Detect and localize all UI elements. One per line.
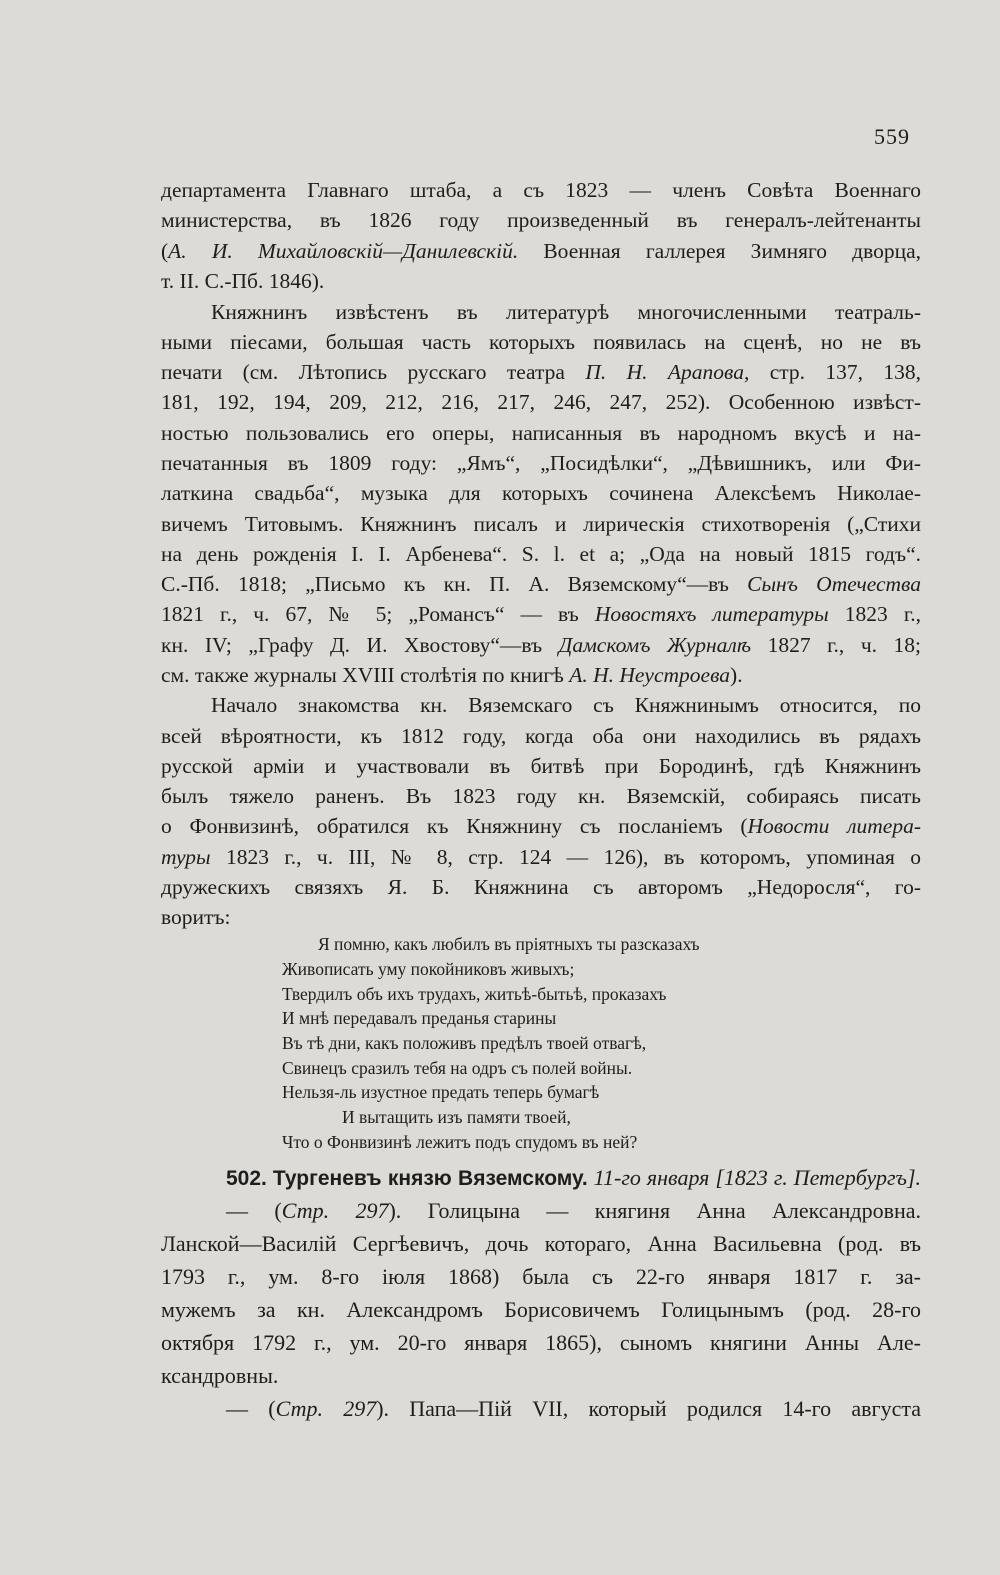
poem-line: Твердилъ объ ихъ трудахъ, житьѣ-бытьѣ, проказахъ	[282, 984, 667, 1004]
text-line: кн. IV; „Графу Д. И. Хвостову“—въ Дамскомъ Журналѣ 1827 г., ч. 18;	[161, 633, 921, 657]
text-line: русской арміи и участвовали въ битвѣ при Бородинѣ, гдѣ Княжнинъ	[161, 754, 921, 778]
text-line: о Фонвизинѣ, обратился къ Княжнину съ посланіемъ (Новости литера-	[161, 814, 921, 838]
text-line: — (Стр. 297). Папа—Пій VII, который родился 14-го августа	[226, 1396, 921, 1421]
text-line: вичемъ Титовымъ. Княжнинъ писалъ и лирическія стихотворенія („Стихи	[161, 512, 921, 536]
text-line: 181, 192, 194, 209, 212, 216, 217, 246, 247, 252). Особенною извѣст-	[161, 390, 921, 414]
text-line: министерства, въ 1826 году произведенный въ генералъ-лейтенанты	[161, 208, 921, 232]
text-line: Княжнинъ извѣстенъ въ литературѣ многочисленными театраль-	[211, 300, 921, 324]
text-line: печатанныя въ 1809 году: „Ямъ“, „Посидѣлки“, „Дѣвишникъ, или Фи-	[161, 451, 921, 475]
poem-line: Что о Фонвизинѣ лежитъ подъ спудомъ въ ней?	[282, 1132, 638, 1152]
text-line: Начало знакомства кн. Вяземскаго съ Княжнинымъ относится, по	[211, 693, 921, 717]
journal-title: Дамскомъ Журналѣ	[558, 633, 752, 657]
text-line: печати (см. Лѣтопись русскаго театра П. Н. Арапова, стр. 137, 138,	[161, 360, 922, 384]
entry-title: Тургеневъ князю Вяземскому.	[272, 1167, 588, 1190]
text-line: дружескихъ связяхъ Я. Б. Княжнина съ авторомъ „Недоросля“, го-	[161, 875, 921, 899]
text-line: ными піесами, большая часть которыхъ появилась на сценѣ, но не въ	[161, 330, 921, 354]
page-number: 559	[874, 124, 910, 149]
text-line: (А. И. Михайловскій—Данилевскій. Военная галлерея Зимняго дворца,	[161, 239, 921, 263]
entry-number: 502.	[226, 1167, 267, 1190]
text-line: Ланской—Василій Сергѣевичъ, дочь котораго, Анна Васильевна (род. въ	[161, 1231, 921, 1256]
author-citation: П. Н. Арапова,	[585, 360, 750, 384]
text-line: на день рожденія I. I. Арбенева“. S. l. et a; „Ода на новый 1815 годъ“.	[161, 542, 921, 566]
text-line: департамента Главнаго штаба, а съ 1823 — членъ Совѣта Военнаго	[161, 178, 921, 202]
poem-line: И мнѣ передавалъ преданья старины	[282, 1008, 557, 1028]
text-line: ностью пользовались его оперы, написанныя въ народномъ вкусѣ и на-	[161, 421, 921, 445]
poem-line: Я помню, какъ любилъ въ пріятныхъ ты разсказахъ	[318, 934, 700, 954]
poem-line: Свинецъ сразилъ тебя на одръ съ полей войны.	[282, 1058, 633, 1078]
poem-line: Нельзя-ль изустное предать теперь бумагѣ	[282, 1082, 600, 1102]
text-line: С.-Пб. 1818; „Письмо къ кн. П. А. Вяземскому“—въ Сынъ Отечества	[161, 572, 921, 596]
text-line: туры 1823 г., ч. III, № 8, стр. 124 — 126), въ которомъ, упоминая о	[161, 845, 921, 869]
text-line: воритъ:	[161, 905, 231, 929]
entry-place: [1823 г. Петербургъ].	[715, 1165, 922, 1190]
journal-title: туры	[161, 845, 211, 869]
poem-line: Живописать уму покойниковъ живыхъ;	[282, 959, 575, 979]
text-line: всей вѣроятности, къ 1812 году, когда оба они находились въ рядахъ	[161, 724, 921, 748]
poem-line: И вытащить изъ памяти твоей,	[342, 1107, 571, 1127]
text-line: ксандровны.	[161, 1363, 279, 1388]
journal-title: Новостяхъ литературы	[594, 602, 829, 626]
text-line: 1793 г., ум. 8-го іюля 1868) была съ 22-го января 1817 г. за-	[161, 1264, 921, 1289]
journal-title: Сынъ Отечества	[747, 572, 921, 596]
page-reference: Стр. 297	[281, 1198, 389, 1223]
entry-heading	[226, 1163, 921, 1194]
author-citation: А. Н. Неустроева	[569, 663, 731, 687]
author-citation: А. И. Михайловскій—Данилевскій.	[168, 239, 519, 263]
text-line: 1821 г., ч. 67, № 5; „Романсъ“ — въ Новостяхъ литературы 1823 г.,	[161, 602, 921, 626]
text-line: мужемъ за кн. Александромъ Борисовичемъ Голицынымъ (род. 28-го	[161, 1297, 921, 1322]
page-reference: Стр. 297	[275, 1396, 377, 1421]
text-line: см. также журналы XVIII столѣтія по книгѣ А. Н. Неустроева).	[161, 663, 743, 687]
text-line: — (Стр. 297). Голицына — княгиня Анна Александровна.	[226, 1198, 922, 1223]
entry-date: 11-го января	[593, 1165, 710, 1190]
text-line: т. II. С.-Пб. 1846).	[161, 269, 325, 293]
text-line: былъ тяжело раненъ. Въ 1823 году кн. Вяземскій, собираясь писать	[161, 784, 921, 808]
text-line: латкина свадьба“, музыка для которыхъ сочинена Алексѣемъ Николае-	[161, 481, 921, 505]
journal-title: Новости литера-	[747, 814, 921, 838]
poem-line: Въ тѣ дни, какъ положивъ предѣлъ твоей отвагѣ,	[282, 1033, 647, 1053]
text-line: октября 1792 г., ум. 20-го января 1865), сыномъ княгини Анны Але-	[161, 1330, 921, 1355]
